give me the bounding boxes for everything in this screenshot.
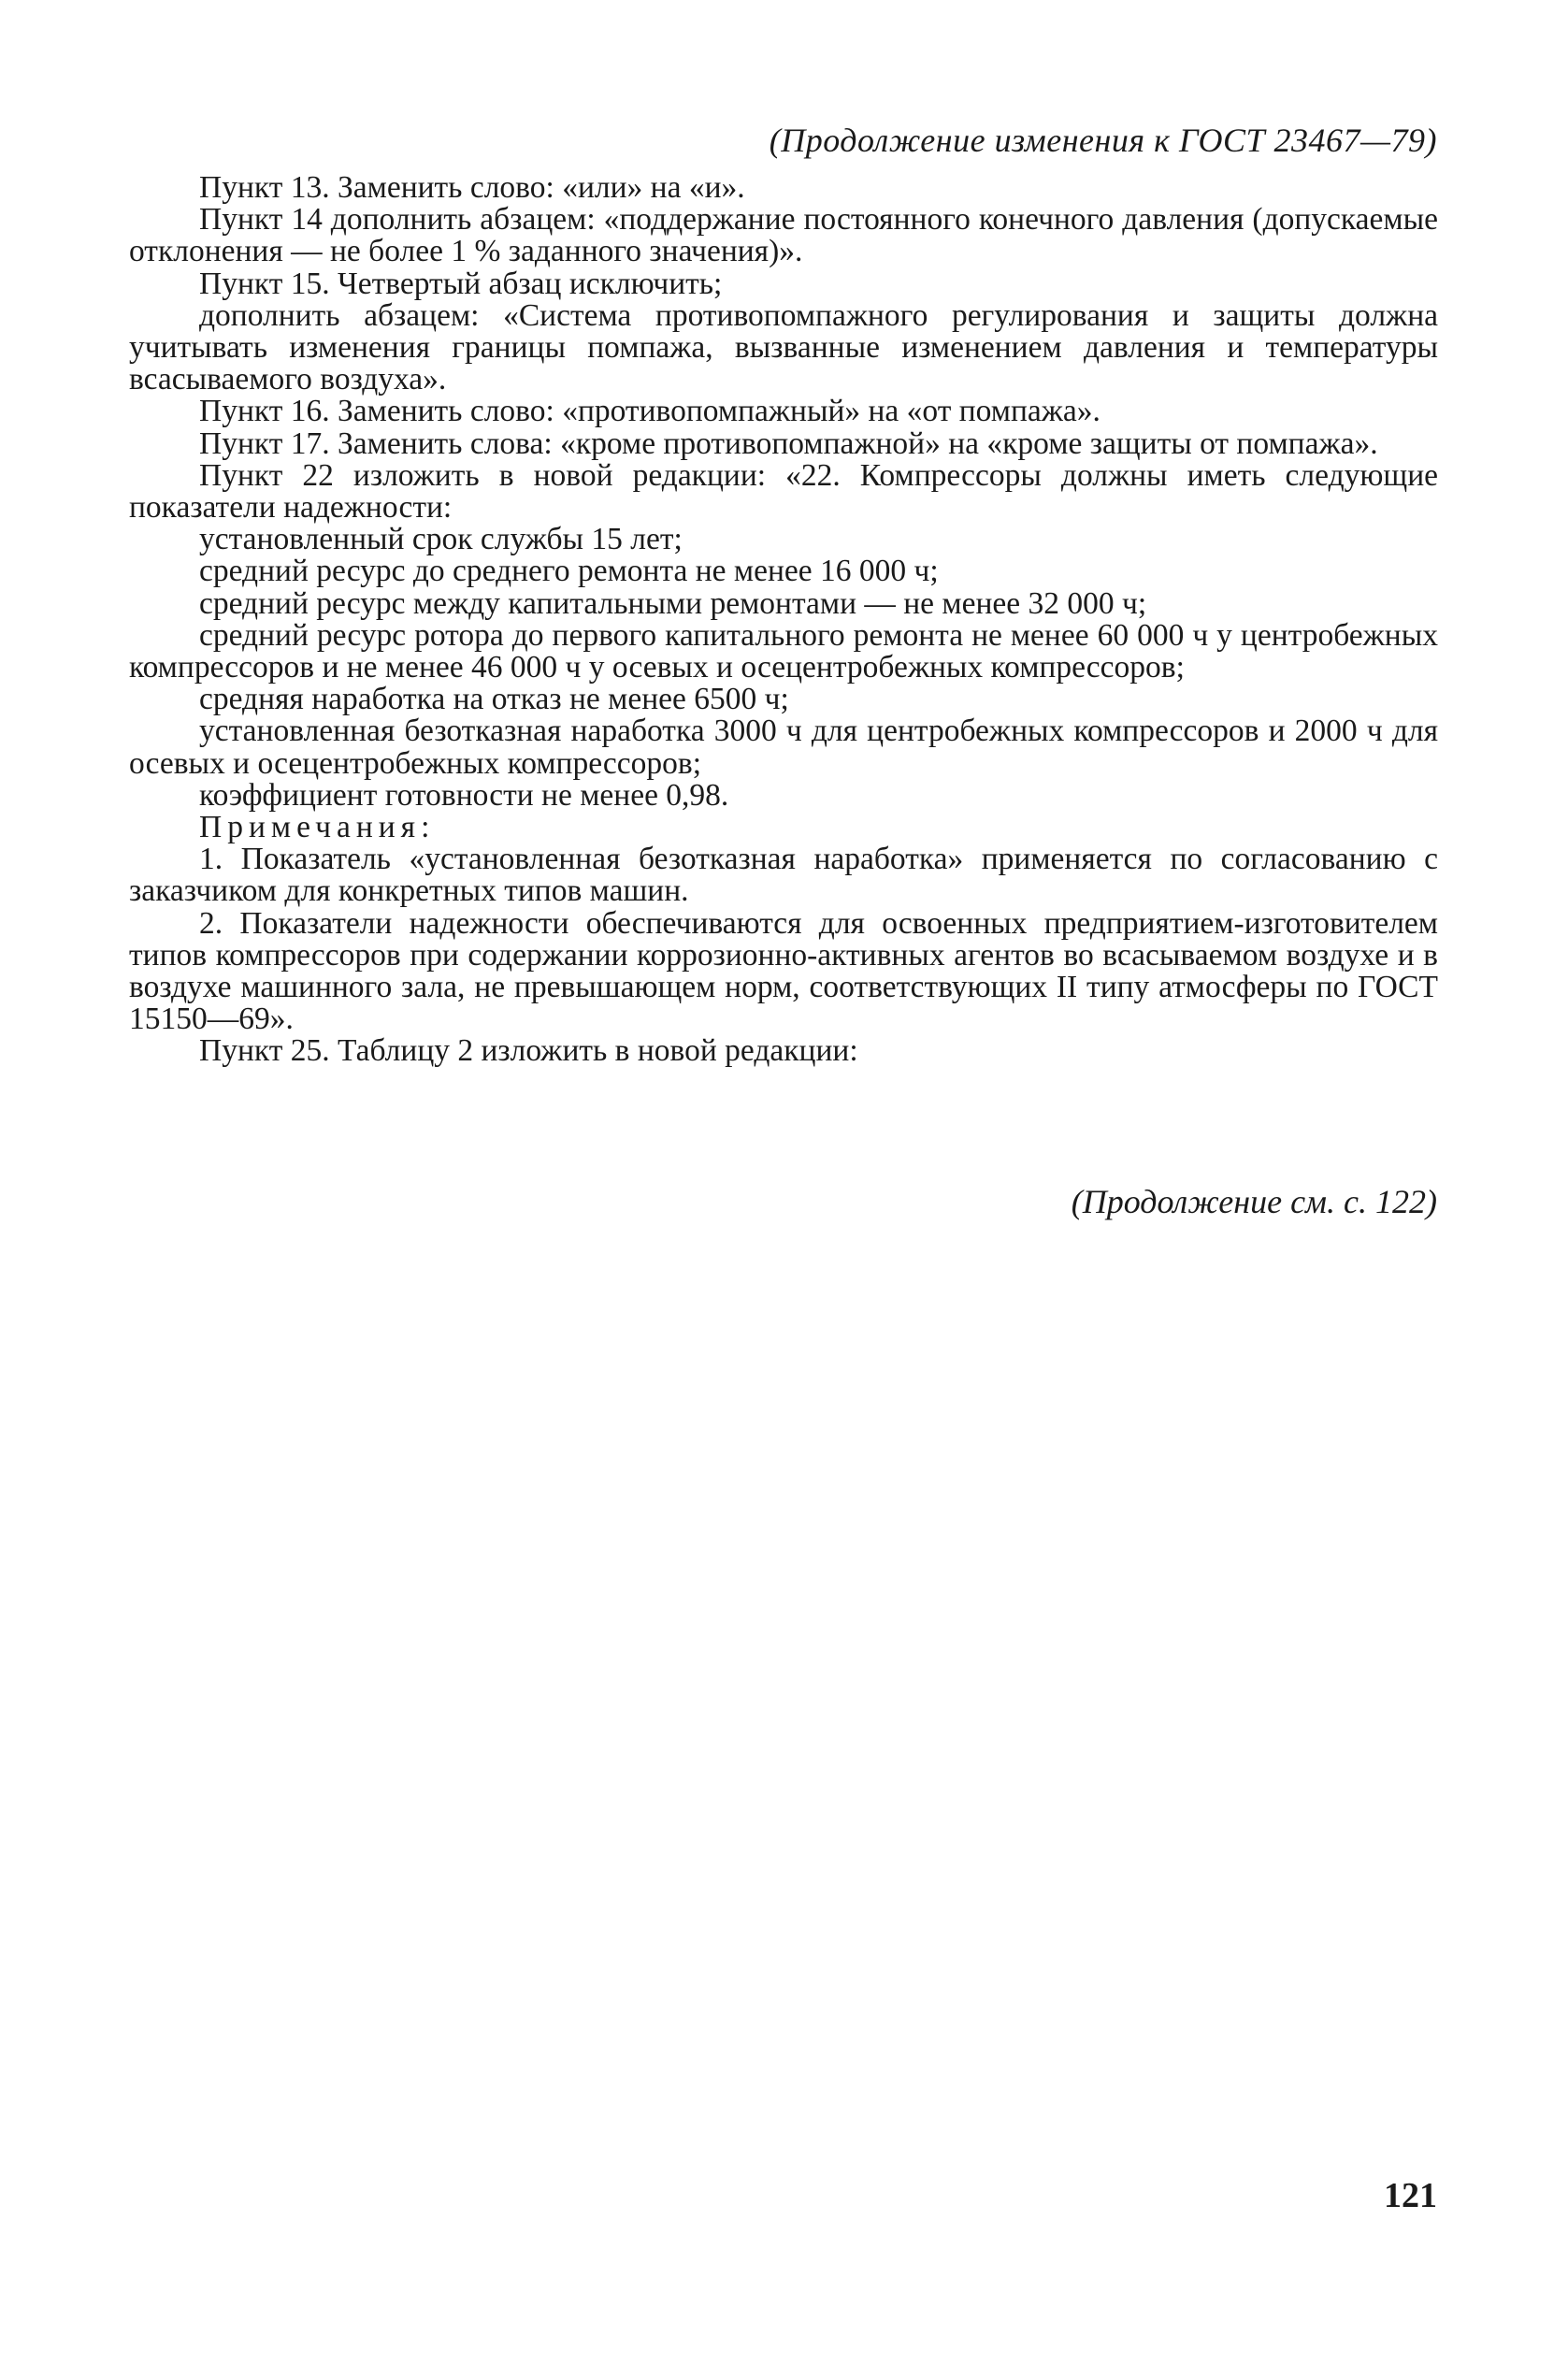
note-1: 1. Показатель «установленная безотказная наработка» применяется по согласованию с заказчиком для конкретных типов машин. bbox=[129, 842, 1438, 909]
paragraph-item-14: Пункт 14 дополнить абзацем: «поддержание постоянного конечного давления (допускаемые отклонения — не более 1 % заданного значения)». bbox=[129, 202, 1438, 269]
running-header: (Продолжение изменения к ГОСТ 23467—79) bbox=[769, 122, 1437, 159]
paragraph-item-17: Пункт 17. Заменить слова: «кроме противопомпажной» на «кроме защиты от помпажа». bbox=[199, 425, 1378, 461]
paragraph-service-life: установленный срок службы 15 лет; bbox=[199, 522, 683, 557]
paragraph-item-25: Пункт 25. Таблицу 2 изложить в новой редакции: bbox=[199, 1033, 858, 1069]
paragraph-item-22: Пункт 22 изложить в новой редакции: «22. Компрессоры должны иметь следующие показатели надежности: bbox=[129, 457, 1438, 526]
continuation-note: (Продолжение см. с. 122) bbox=[1071, 1183, 1437, 1220]
body-text bbox=[129, 172, 1438, 1068]
paragraph-item-15: Пункт 15. Четвертый абзац исключить; bbox=[199, 266, 723, 301]
paragraph-availability: коэффициент готовности не менее 0,98. bbox=[199, 777, 729, 813]
page-number: 121 bbox=[1384, 2176, 1437, 2215]
paragraph-failure-free: установленная безотказная наработка 3000 ч для центробежных компрессоров и 2000 ч для осевых и осецентробежных компрессоров; bbox=[129, 714, 1438, 781]
paragraph-item-16: Пункт 16. Заменить слово: «противопомпажный» на «от помпажа». bbox=[199, 394, 1100, 429]
paragraph-mtbf: средняя наработка на отказ не менее 6500 ч; bbox=[199, 682, 789, 717]
paragraph-overhaul: средний ресурс между капитальными ремонтами — не менее 32 000 ч; bbox=[199, 585, 1147, 621]
paragraph-mid-repair: средний ресурс до среднего ремонта не менее 16 000 ч; bbox=[199, 554, 939, 589]
paragraph-item-13: Пункт 13. Заменить слово: «или» на «и». bbox=[199, 170, 745, 205]
paragraph-rotor-resource: средний ресурс ротора до первого капитального ремонта не менее 60 000 ч у центробежных компрессоров и не менее 46 000 ч у осевых и осецентробежных компрессоров; bbox=[129, 617, 1438, 685]
note-2: 2. Показатели надежности обеспечиваются для освоенных предприятием-изготовителем типов компрессоров при содержании коррозионно-активных агентов во всасываемом воздухе и в воздухе машинного зала, не превышающем норм, соответствующих II типу атмосферы по ГОСТ 15150—69». bbox=[129, 905, 1438, 1037]
paragraph-item-15-addition: дополнить абзацем: «Система противопомпажного регулирования и защиты должна учитывать изменения границы помпажа, вызванные изменением давления и температуры всасываемого воздуха». bbox=[129, 297, 1438, 397]
notes-heading: Примечания: bbox=[199, 810, 436, 845]
